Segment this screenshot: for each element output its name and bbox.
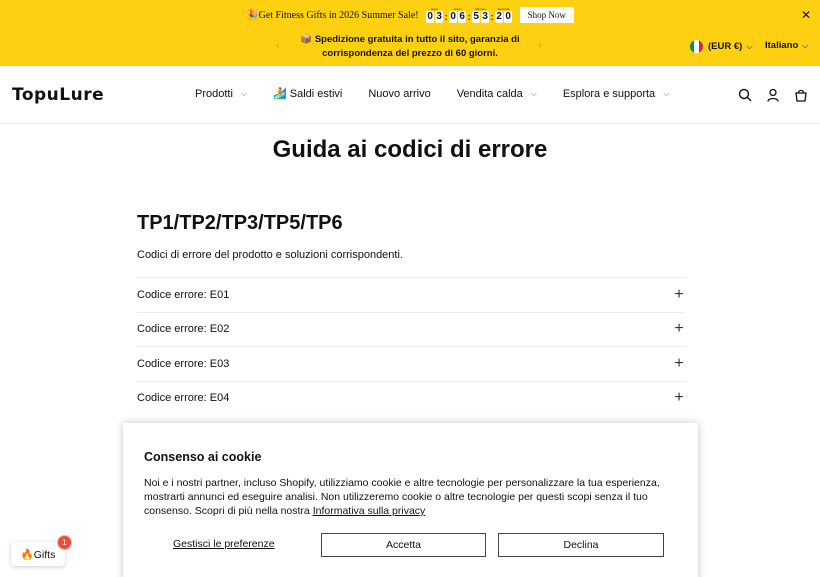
shipping-message: 📦 Spedizione gratuita in tutto il sito, garanzia di corrispondenza del prezzo di 60 giorni. bbox=[300, 34, 520, 59]
cart-icon[interactable] bbox=[794, 88, 808, 102]
main-nav bbox=[195, 87, 695, 100]
plus-icon: + bbox=[674, 389, 684, 407]
section-title: TP1/TP2/TP3/TP5/TP6 bbox=[137, 212, 343, 234]
chevron-down-icon: ⌵ bbox=[802, 40, 809, 50]
shop-now-button[interactable]: Shop Now bbox=[520, 7, 574, 23]
accept-button[interactable]: Accetta bbox=[321, 533, 486, 557]
chevron-down-icon: ⌵ bbox=[746, 41, 753, 51]
chevron-down-icon: ⌵ bbox=[530, 88, 537, 98]
cookie-consent-banner bbox=[123, 423, 698, 577]
error-code-accordion bbox=[137, 277, 685, 415]
countdown-timer: Days 0 3 : Hours 0 6 : Minutes 5 3 : Seconds 2 0 bbox=[427, 7, 511, 22]
search-icon[interactable] bbox=[738, 88, 752, 102]
nav-item-saldi-estivi[interactable]: 🏄 Saldi estivi bbox=[273, 88, 343, 100]
account-icon[interactable] bbox=[766, 88, 780, 102]
site-header bbox=[0, 66, 820, 124]
accordion-item-e01[interactable]: Codice errore: E01 + bbox=[137, 277, 685, 312]
manage-preferences-link[interactable]: Gestisci le preferenze bbox=[173, 538, 275, 550]
plus-icon: + bbox=[674, 354, 684, 372]
currency-selector[interactable]: (EUR €) ⌵ bbox=[690, 40, 752, 53]
close-icon[interactable]: ✕ bbox=[800, 8, 811, 22]
promo-row bbox=[0, 6, 820, 24]
promo-text: 🎉Get Fitness Gifts in 2026 Summer Sale! bbox=[246, 9, 419, 21]
nav-item-esplora-supporta[interactable]: Esplora e supporta ⌵ bbox=[562, 87, 670, 100]
brand-logo[interactable]: TopuLure bbox=[12, 85, 105, 105]
countdown-seconds: Seconds 2 0 bbox=[496, 7, 511, 22]
countdown-minutes: Minutes 5 3 bbox=[473, 7, 488, 22]
cookie-body: Noi e i nostri partner, incluso Shopify, utilizziamo cookie e altre tecnologie per personalizzare la tua esperienza, mostrarti annunci ed eseguire analisi. Non utilizzeremo cookie o altre tecnologie per questi scopi senza il tuo consenso. Scopri di più nella nostra Informativa sulla privacy bbox=[144, 477, 660, 517]
plus-icon: + bbox=[674, 285, 684, 303]
nav-item-vendita-calda[interactable]: Vendita calda ⌵ bbox=[456, 87, 537, 100]
plus-icon: + bbox=[674, 320, 684, 338]
accordion-item-e03[interactable]: Codice errore: E03 + bbox=[137, 346, 685, 381]
chevron-right-icon[interactable]: › bbox=[538, 40, 542, 51]
nav-item-prodotti[interactable]: Prodotti ⌵ bbox=[195, 87, 247, 100]
cookie-title: Consenso ai cookie bbox=[144, 450, 262, 464]
decline-button[interactable]: Declina bbox=[498, 533, 664, 557]
page-title: Guida ai codici di errore bbox=[272, 136, 548, 163]
announcement-bar bbox=[0, 0, 820, 66]
italy-flag-icon bbox=[690, 40, 703, 53]
chevron-down-icon: ⌵ bbox=[663, 88, 670, 98]
section-description: Codici di errore del prodotto e soluzioni corrispondenti. bbox=[137, 249, 403, 261]
countdown-days: Days 0 3 bbox=[427, 7, 442, 22]
header-icons bbox=[738, 88, 820, 102]
nav-item-nuovo-arrivo[interactable]: Nuovo arrivo bbox=[368, 87, 431, 100]
accordion-item-e02[interactable]: Codice errore: E02 + bbox=[137, 312, 685, 347]
gifts-badge: 1 bbox=[58, 536, 71, 549]
countdown-hours: Hours 0 6 bbox=[450, 7, 465, 22]
chevron-left-icon[interactable]: ‹ bbox=[276, 40, 280, 51]
accordion-item-e04[interactable]: Codice errore: E04 + bbox=[137, 381, 685, 416]
chevron-down-icon: ⌵ bbox=[240, 88, 247, 98]
gifts-button[interactable]: 🔥Gifts bbox=[11, 542, 65, 566]
language-selector[interactable]: Italiano ⌵ bbox=[765, 40, 809, 51]
privacy-policy-link[interactable]: Informativa sulla privacy bbox=[312, 505, 426, 517]
